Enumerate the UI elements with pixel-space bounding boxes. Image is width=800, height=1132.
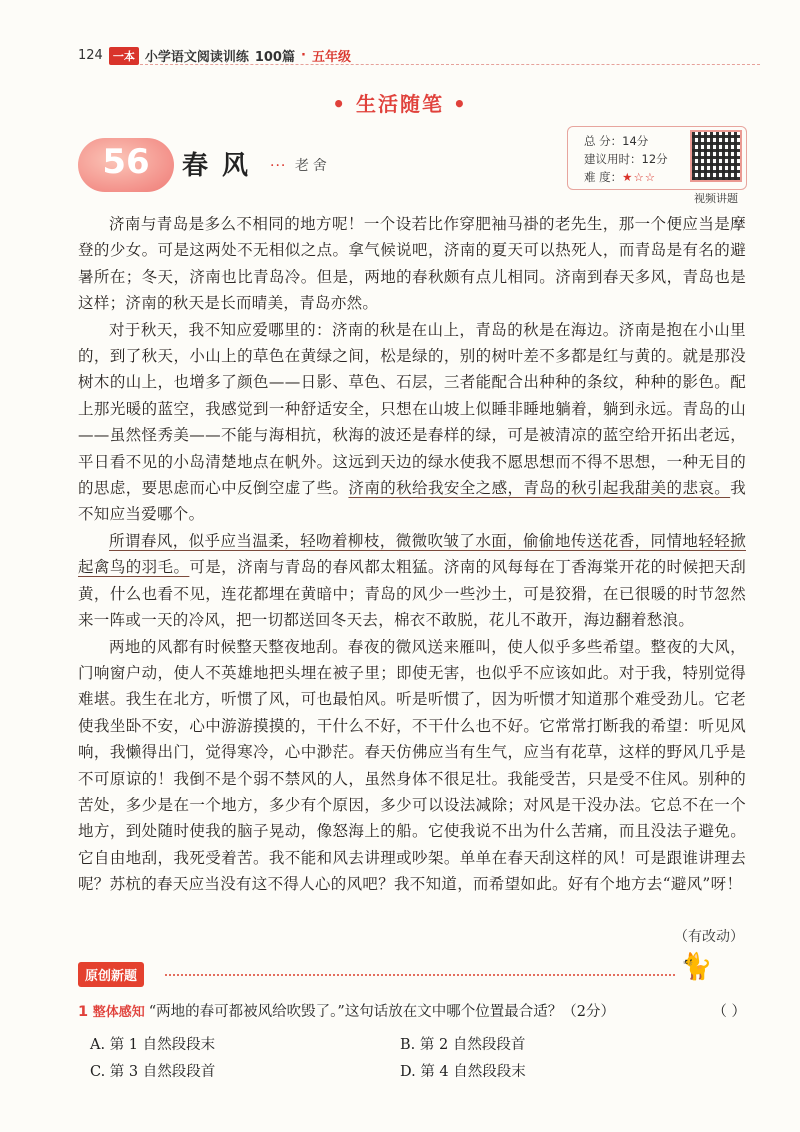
lesson-number: 56 [102, 142, 150, 182]
option-d[interactable]: D. 第 4 自然段段末 [400, 1064, 526, 1080]
suggested-time-label: 建议用时： [584, 152, 642, 166]
suggested-time-value: 12分 [641, 152, 668, 166]
paragraph-2-underlined: 济南的秋给我安全之感，青岛的秋引起我甜美的悲哀。 [348, 479, 731, 498]
paragraph-3 [78, 528, 746, 634]
paragraph-1: 济南与青岛是多么不相同的地方呢！一个设若比作穿肥袖马褂的老先生，那一个便应当是摩登的少女。可是这两处不无相似之点。拿气候说吧，济南的夏天可以热死人，而青岛是有名的避暑所在；冬天，济南也比青岛冷。但是，两地的春秋颇有点儿相同。济南到春天多风，青岛也是这样；济南的秋天是长而晴美，青岛亦然。 [78, 215, 746, 313]
header-separator: · [300, 48, 306, 63]
option-c[interactable]: C. 第 3 自然段段首 [90, 1064, 216, 1080]
question-1 [78, 1000, 746, 1021]
author-dots: ··· [270, 158, 287, 174]
header-divider [140, 64, 760, 65]
banner-dotted-line [165, 974, 675, 976]
paragraph-2-end: 我不知应当爱哪个。 [78, 479, 746, 524]
lesson-number-badge [78, 138, 174, 192]
total-score-row [584, 132, 668, 150]
paragraph-4: 两地的风都有时候整天整夜地刮。春夜的微风送来雁叫，使人似乎多些希望。整夜的大风，门响窗户动，使人不英雄地把头埋在被子里；即使无害，也似乎不应该如此。对于我，特别觉得难堪。我生在北方，听惯了风，可也最怕风。听是听惯了，因为听惯才知道那个难受劲儿。它老使我坐卧不安，心中游游摸摸的，干什么不好，不干什么也不好。它常常打断我的希望：听见风响，我懒得出门，觉得寒冷，心中渺茫。春天仿佛应当有生气，应当有花草，这样的野风几乎是不可原谅的！我倒不是个弱不禁风的人，虽然身体不很足壮。我能受苦，只是受不住风。别种的苦处，多少是在一个地方，多少有个原因，多少可以设法减除；对风是干没办法。它总不在一个地方，到处随时使我的脑子晃动，像怒海上的船。它使我说不出为什么苦痛，而且没法子避免。它自由地刮，我死受着苦。我不能和风去讲理或吵架。单单在春天刮这样的风！可是跟谁讲理去呢？苏杭的春天应当没有这不得人心的风吧？我不知道，而希望如此。好有个地方去“避风”呀！ [78, 637, 746, 894]
question-number: 1 [78, 1004, 89, 1020]
page-header [78, 46, 351, 65]
lesson-title: 春风 [182, 151, 263, 181]
article-body [78, 211, 746, 898]
page-number: 124 [78, 48, 103, 63]
option-b[interactable]: B. 第 2 自然段段首 [400, 1037, 526, 1053]
option-a[interactable]: A. 第 1 自然段段末 [90, 1037, 216, 1053]
total-score-value: 14分 [622, 134, 649, 148]
book-logo: 一本 [109, 47, 139, 65]
book-title: 小学语文阅读训练 [144, 50, 249, 65]
original-questions-banner: 原创新题 [78, 962, 144, 987]
cat-illustration-icon: 🐈 [680, 952, 713, 982]
paragraph-2-text: 对于秋天，我不知应爱哪里的：济南的秋是在山上，青岛的秋是在海边。济南是抱在小山里的，到了秋天，小山上的草色在黄绿之间，松是绿的，别的树叶差不多都是红与黄的。就是那没树木的山上，也增多了颜色——日影、草色、石层，三者能配合出种种的条纹，种种的影色。配上那光暖的蓝空，我感觉到一种舒适安全，只想在山坡上似睡非睡地躺着，躺到永远。青岛的山——虽然怪秀美——不能与海相抗，秋海的波还是春样的绿，可是被清凉的蓝空给开拓出老远，平日看不见的小岛清楚地点在帆外。这远到天边的绿水使我不愿思想而不得不思想，一种无目的的思虑，要思虑而心中反倒空虚了些。 [78, 320, 746, 498]
grade-label: 五年级 [311, 50, 351, 65]
lesson-author: 老舍 [294, 158, 331, 174]
difficulty-label: 难 度： [584, 170, 623, 184]
difficulty-row [584, 168, 668, 186]
suggested-time-row [584, 150, 668, 168]
qr-code-icon[interactable] [690, 130, 742, 182]
modified-note: （有改动） [674, 929, 744, 945]
difficulty-stars: ★☆☆ [622, 170, 657, 184]
lesson-author-line [270, 155, 331, 175]
paragraph-3-underlined: 所谓春风，似乎应当温柔，轻吻着柳枝，微微吹皱了水面，偷偷地传送花香，同情地轻轻掀起禽鸟的羽毛。 [78, 531, 746, 577]
question-text: “两地的春可都被风给吹毁了。”这句话放在文中哪个位置最合适？（2分） [148, 1004, 616, 1020]
question-tag: 整体感知 [92, 1005, 145, 1020]
paragraph-2 [78, 317, 746, 528]
video-explanation-label: 视频讲题 [694, 192, 738, 205]
section-title: • 生活随笔 • [332, 92, 468, 116]
answer-blank[interactable]: （ ） [712, 1004, 746, 1020]
paragraph-3-text: 可是，济南与青岛的春风都太粗猛。济南的风每每在丁香海棠开花的时候把天刮黄，什么也看不见，连花都埋在黄暗中；青岛的风少一些沙土，可是狡猾，在已很暖的时节忽然来一阵或一天的冷风，把一切都送回冬天去，棉衣不敢脱，花儿不敢开，海边翻着愁浪。 [78, 558, 746, 630]
book-count: 100篇 [254, 50, 295, 65]
total-score-label: 总 分： [584, 134, 623, 148]
